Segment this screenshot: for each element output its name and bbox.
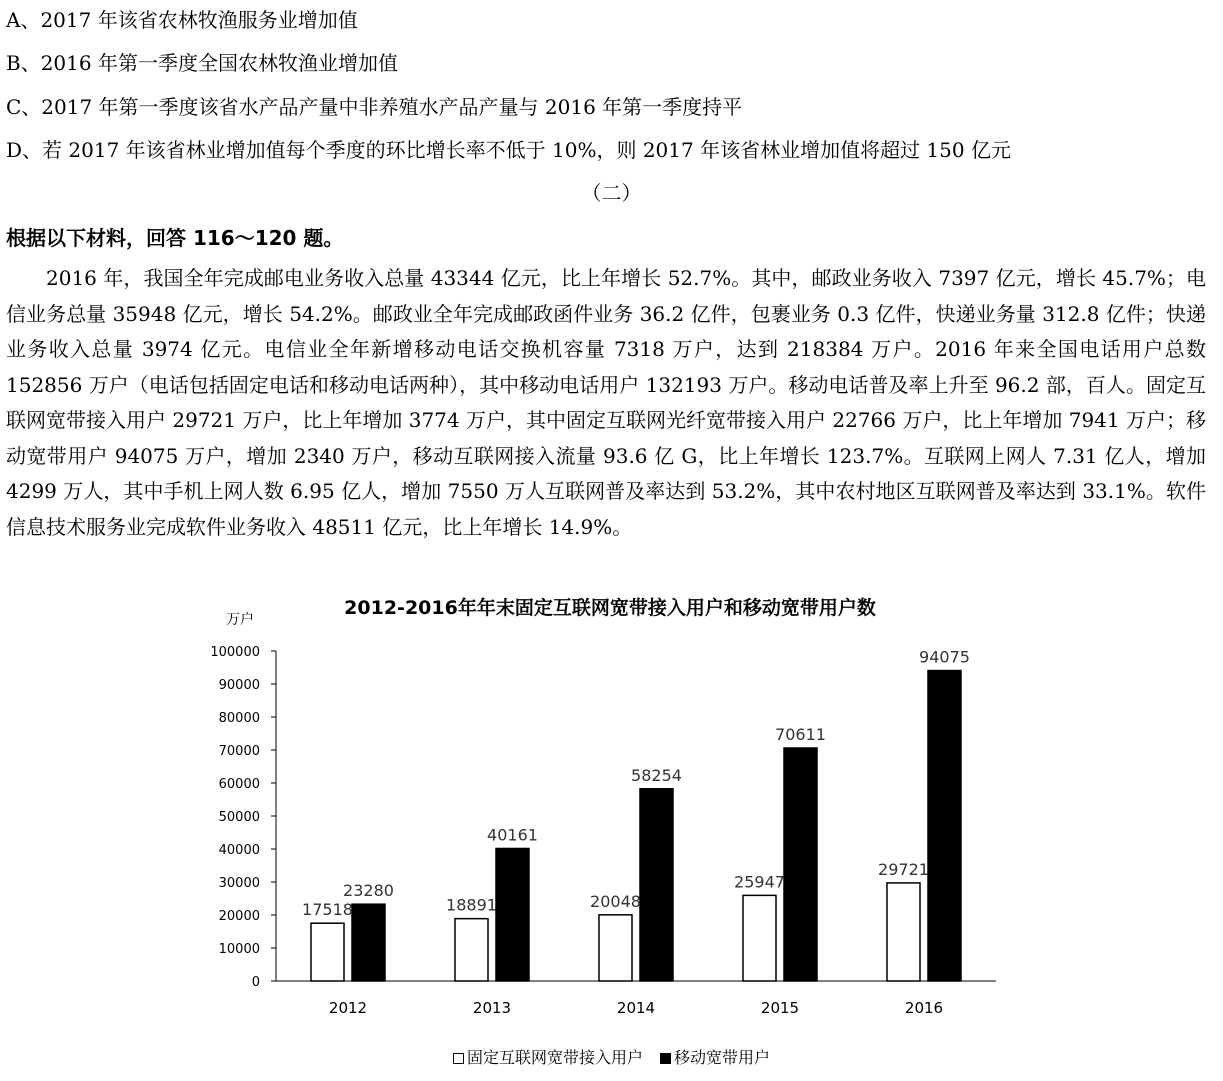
legend-label-fixed: 固定互联网宽带接入用户 (466, 1048, 643, 1067)
data-label: 70611 (775, 724, 826, 744)
option-a: A、2017 年该省农林牧渔服务业增加值 (6, 8, 358, 32)
bar (928, 671, 961, 981)
question-instruction: 根据以下材料，回答 116～120 题。 (6, 226, 344, 250)
data-label: 40161 (487, 825, 538, 845)
y-tick-label: 40000 (218, 843, 260, 858)
x-tick-label: 2016 (904, 999, 944, 1017)
material-paragraph: 2016 年，我国全年完成邮电业务收入总量 43344 亿元，比上年增长 52.7%。其中，邮政业务收入 7397 亿元，增长 45.7%；电信业务总量 35948 亿元，增长 54.2%。邮政业全年完成邮政函件业务 36.2 亿件，包裹业务 0.3 亿件，快递业务量 312.8 亿件；快递业务收入总量 3974 亿元。电信业全年新增移动电话交换机容量 7318 万户，达到 218384 万户。2016 年来全国电话用户总数 152856 万户（电话包括固定电话和移动电话两种），其中移动电话用户 132193 万户。移动电话普及率上升至 96.2 部，百人。固定互联网宽带接入用户 29721 万户，比上年增加 3774 万户，其中固定互联网光纤宽带接入用户 22766 万户，比上年增加 7941 万户；移动宽带用户 94075 万户，增加 2340 万户，移动互联网接入流量 93.6 亿 G，比上年增长 123.7%。互联网上网人 7.31 亿人，增加 4299 万人，其中手机上网人数 6.95 亿人，增加 7550 万人互联网普及率达到 53.2%，其中农村地区互联网普及率达到 33.1%。软件信息技术服务业完成软件业务收入 48511 亿元，比上年增长 14.9%。 (6, 266, 1206, 539)
chart-data-labels (302, 648, 970, 920)
legend-label-mobile: 移动宽带用户 (674, 1048, 771, 1067)
y-tick-label: 90000 (218, 678, 260, 693)
x-tick-label: 2014 (616, 999, 656, 1017)
y-axis-unit-label: 万户 (226, 612, 254, 628)
bar (887, 883, 920, 981)
y-tick-label: 0 (251, 975, 260, 990)
legend-swatch-white (453, 1053, 464, 1064)
y-tick-label: 10000 (218, 942, 260, 957)
legend-item-mobile (660, 1046, 770, 1070)
x-tick-label: 2013 (472, 999, 512, 1017)
data-label: 25947 (734, 872, 785, 892)
legend-item-fixed (453, 1046, 643, 1070)
bar (743, 895, 776, 981)
data-label: 29721 (878, 859, 929, 879)
broadband-bar-chart (200, 590, 1020, 1045)
data-label: 58254 (631, 765, 682, 785)
x-tick-label: 2012 (328, 999, 368, 1017)
bar (311, 923, 344, 981)
bar (599, 915, 632, 981)
y-tick-label: 20000 (218, 909, 260, 924)
option-b: B、2016 年第一季度全国农林牧渔业增加值 (6, 51, 398, 75)
x-tick-label: 2015 (760, 999, 800, 1017)
y-tick-label: 100000 (210, 645, 260, 660)
chart-title: 2012-2016年年末固定互联网宽带接入用户和移动宽带用户数 (344, 597, 876, 619)
chart-legend (0, 1046, 1223, 1070)
bar (455, 919, 488, 981)
data-label: 17518 (302, 900, 353, 920)
bar (784, 748, 817, 981)
bar (496, 848, 529, 981)
data-label: 20048 (590, 891, 641, 911)
chart-bars (311, 671, 961, 981)
bar (640, 789, 673, 981)
y-tick-label: 60000 (218, 777, 260, 792)
legend-swatch-black (660, 1053, 671, 1064)
y-tick-label: 30000 (218, 876, 260, 891)
y-tick-label: 70000 (218, 744, 260, 759)
option-d: D、若 2017 年该省林业增加值每个季度的环比增长率不低于 10%，则 2017 年该省林业增加值将超过 150 亿元 (6, 138, 1011, 162)
data-label: 23280 (343, 881, 394, 901)
data-label: 94075 (919, 647, 970, 667)
bar (352, 904, 385, 981)
y-tick-label: 50000 (218, 810, 260, 825)
option-c: C、2017 年第一季度该省水产品产量中非养殖水产品产量与 2016 年第一季度持平 (6, 95, 743, 119)
data-label: 18891 (446, 895, 497, 915)
section-marker: （二） (581, 181, 642, 205)
y-tick-label: 80000 (218, 711, 260, 726)
